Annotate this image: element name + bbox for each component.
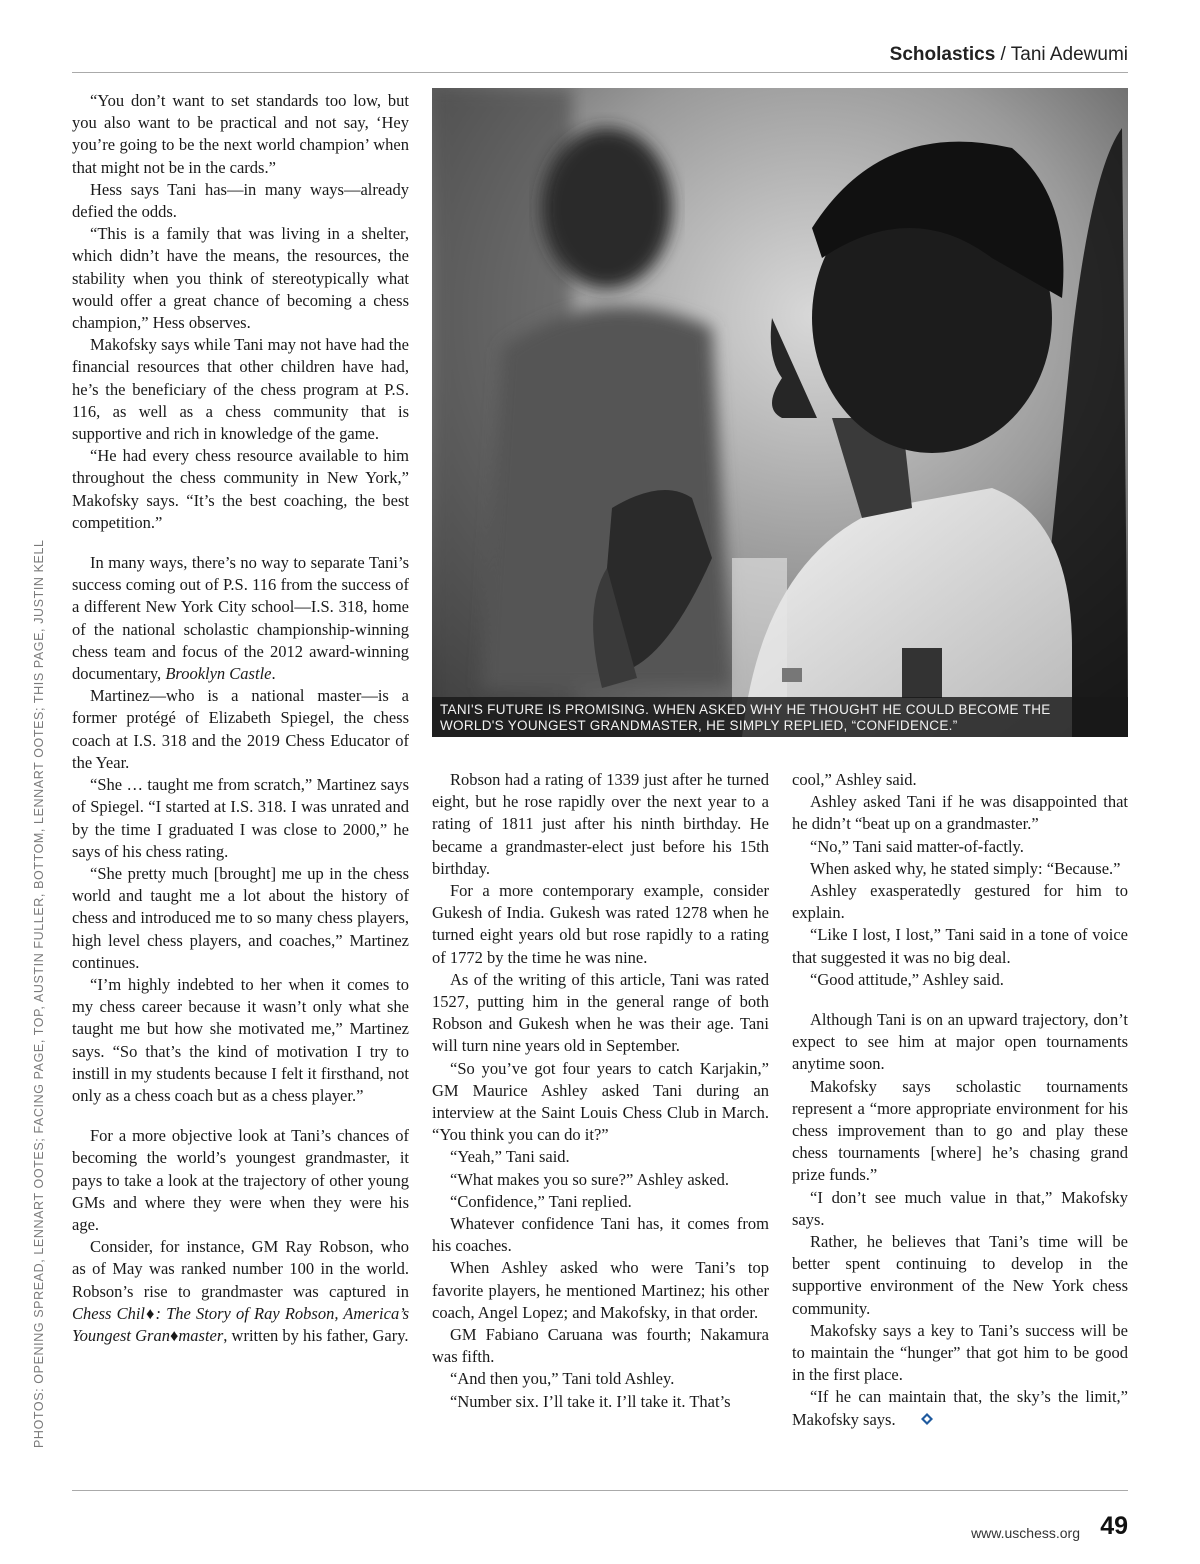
paragraph: “So you’ve got four years to catch Karjakin,” GM Maurice Ashley asked Tani during an interview at the Saint Louis Chess Club in March. “You think you can do it?” xyxy=(432,1058,769,1145)
paragraph: “Confidence,” Tani replied. xyxy=(450,1191,632,1211)
paragraph: Robson had a rating of 1339 just after he turned eight, but he rose rapidly over the next year to a rating of 1811 just after his ninth birthday. He became a grandmaster-elect just before his 15th birthday. xyxy=(432,770,769,878)
paragraph: For a more contemporary example, consider Gukesh of India. Gukesh was rated 1278 when he turned eight years old but rose rapidly to a rating of 1772 by the time he was nine. xyxy=(432,881,769,967)
paragraph: Makofsky says a key to Tani’s success will be to maintain the “hunger” that got him to be good in the first place. xyxy=(792,1320,1128,1385)
paragraph: “She … taught me from scratch,” Martinez says of Spiegel. “I started at I.S. 318. I was unrated and by the time I graduated I was close to 2000,” he says of his chess rating. xyxy=(72,775,409,861)
bottom-rule xyxy=(72,1490,1128,1491)
paragraph xyxy=(72,1236,409,1347)
article-subject: Tani Adewumi xyxy=(1010,44,1128,65)
paragraph: Hess says Tani has—in many ways—already defied the odds. xyxy=(72,179,409,222)
documentary-title: Brooklyn Castle xyxy=(165,664,272,684)
feature-photo xyxy=(432,88,1128,737)
paragraph: Ashley exasperatedly gestured for him to explain. xyxy=(792,881,1128,923)
paragraph: When asked why, he stated simply: “Because.” xyxy=(810,858,1121,878)
top-rule xyxy=(72,72,1128,73)
paragraph: Ashley asked Tani if he was disappointed that he didn’t “beat up on a grandmaster.” xyxy=(792,792,1128,834)
article-column-left xyxy=(72,90,409,1347)
running-header xyxy=(890,44,1128,66)
paragraph: “What makes you so sure?” Ashley asked. xyxy=(450,1169,730,1189)
paragraph: cool,” Ashley said. xyxy=(792,770,917,789)
paragraph: When Ashley asked who were Tani’s top favorite players, he mentioned Martinez; his other coach, Angel Lopez; and Makofsky, in that order. xyxy=(432,1258,769,1322)
paragraph-end: . xyxy=(271,664,276,684)
article-column-right xyxy=(792,769,1128,1432)
paragraph: Rather, he believes that Tani’s time will be better spent continuing to develop in the supportive environment of the New York chess community. xyxy=(792,1232,1128,1318)
paragraph: “Good attitude,” Ashley said. xyxy=(810,969,1004,989)
photo-credits: PHOTOS: OPENING SPREAD, LENNART OOTES; FACING PAGE, TOP, AUSTIN FULLER, BOTTOM, LENNART OOTES; THIS PAGE, JUSTIN KELL xyxy=(32,539,46,1448)
paragraph: Martinez—who is a national master—is a former protégé of Elizabeth Spiegel, the chess coach at I.S. 318 and the 2019 Chess Educator of the Year. xyxy=(72,686,409,772)
paragraph: “I’m highly indebted to her when it comes to my chess career because it wasn’t only what she taught me but how she motivated me,” Martinez says. “So that’s the kind of motivation I try to instill in my students because I felt it firsthand, not only as a chess coach but as a chess player.” xyxy=(72,974,409,1105)
page-number: 49 xyxy=(1100,1512,1128,1540)
caption-line: WORLD'S YOUNGEST GRANDMASTER, HE SIMPLY REPLIED, “CONFIDENCE.” xyxy=(440,718,958,733)
paragraph: For a more objective look at Tani’s chances of becoming the world’s youngest grandmaster, it pays to take a look at the trajectory of other young GMs and where they were when they were his age. xyxy=(72,1126,409,1234)
paragraph: Whatever confidence Tani has, it comes from his coaches. xyxy=(432,1214,769,1256)
paragraph: “And then you,” Tani told Ashley. xyxy=(450,1369,675,1389)
footer-url: www.uschess.org xyxy=(971,1525,1080,1541)
paragraph: “He had every chess resource available to him throughout the chess community in New York,” Makofsky says. “It’s the best coaching, the best competition.” xyxy=(72,446,409,532)
photo-caption xyxy=(432,697,1128,737)
paragraph: “Like I lost, I lost,” Tani said in a tone of voice that suggested it was no big deal. xyxy=(792,925,1128,967)
section-name: Scholastics xyxy=(889,44,996,65)
book-title: Chess Chil♦: The Story of Ray Robson, America’s Youngest Gran♦master xyxy=(72,1303,409,1345)
paragraph: “You don’t want to set standards too low, but you also want to be practical and not say, ‘Hey you’re going to be the next world champion’ when that might not be in the cards.” xyxy=(72,91,409,177)
paragraph-text: “If he can maintain that, the sky’s the limit,” Makofsky says. xyxy=(792,1387,1128,1429)
article-column-middle xyxy=(432,769,769,1413)
paragraph-end: , written by his father, Gary. xyxy=(223,1325,409,1345)
paragraph: “She pretty much [brought] me up in the chess world and taught me a lot about the history of chess and introduced me to so many chess players, high level chess players, and coaches,” Martinez continues. xyxy=(72,863,409,972)
caption-line: TANI'S FUTURE IS PROMISING. WHEN ASKED WHY HE THOUGHT HE COULD BECOME THE xyxy=(440,702,1051,717)
paragraph xyxy=(792,1386,1128,1432)
paragraph: Makofsky says while Tani may not have had the financial resources that other children have had, he’s the beneficiary of the chess program at P.S. 116, as well as a chess community that is supportive and rich in knowledge of the game. xyxy=(72,335,409,444)
paragraph: “Number six. I’ll take it. I’ll take it. That’s xyxy=(450,1391,731,1411)
photo-image xyxy=(432,88,1128,737)
paragraph-text: Consider, for instance, GM Ray Robson, who as of May was ranked number 100 in the world. Robson’s rise to grandmaster was captured in xyxy=(72,1237,409,1301)
paragraph: As of the writing of this article, Tani was rated 1527, putting him in the general range of both Robson and Gukesh when he was their age. Tani will turn nine years old in September. xyxy=(432,969,769,1056)
paragraph: GM Fabiano Caruana was fourth; Nakamura was fifth. xyxy=(432,1325,769,1367)
end-mark-icon xyxy=(902,1410,934,1432)
paragraph-text: In many ways, there’s no way to separate Tani’s success coming out of P.S. 116 from the success of a different New York City school—I.S. 318, home of the national scholastic championship-winning chess team and focus of the 2012 award-winning documentary, xyxy=(72,553,409,684)
paragraph: Although Tani is on an upward trajectory, don’t expect to see him at major open tournaments anytime soon. xyxy=(792,1010,1128,1074)
paragraph: “I don’t see much value in that,” Makofsky says. xyxy=(792,1187,1128,1229)
paragraph: Makofsky says scholastic tournaments represent a “more appropriate environment for his chess improvement than to go and play these chess tournaments [where] he’s chasing grand prize funds.” xyxy=(792,1076,1128,1185)
paragraph: “This is a family that was living in a shelter, which didn’t have the means, the resources, the stability when you think of stereotypically what would offer a great chance of becoming a chess champion,” Hess observes. xyxy=(72,224,409,333)
paragraph: “No,” Tani said matter-of-factly. xyxy=(810,836,1024,856)
paragraph xyxy=(72,552,409,685)
header-separator: / xyxy=(995,44,1011,65)
paragraph: “Yeah,” Tani said. xyxy=(450,1147,570,1167)
